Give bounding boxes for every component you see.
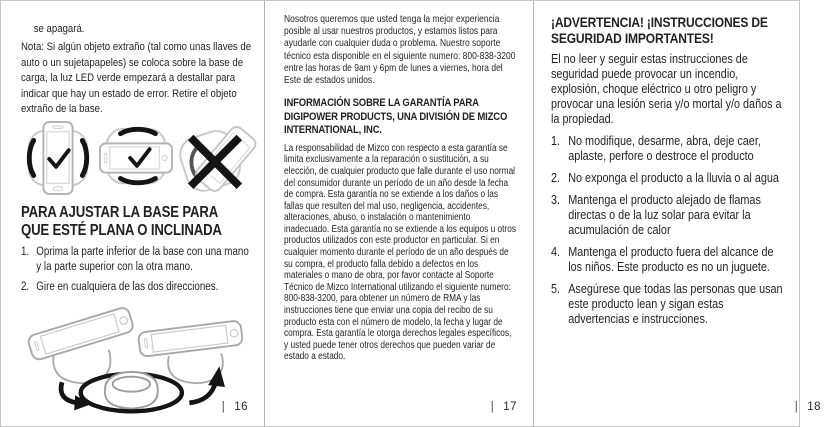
page-16 [1,1,265,426]
page-number-bar: | [490,401,495,413]
continuation-text: se apagará. [33,23,85,35]
page-18 [534,1,837,426]
page-number [491,401,517,413]
warning-intro: El no leer y seguir estas instrucciones de seguridad puede provocar un incendio, explosión, choque eléctrico u otro peligro y provocar una lesión seria y/o mortal y/o daños a la propiedad. [551,52,782,126]
page-number-value: 17 [503,401,517,413]
support-paragraph: Nosotros queremos que usted tenga la mejor experiencia posible al usar nuestros productos, y estamos listos para ayudarle con cualquier duda o problema. Nuestro soporte técnico esta disponible en el siguiente numero: 800-838-3200 entre las horas de 9am y 6pm de lunes a viernes, hora del Este de estados unidos. [284,14,516,87]
list-item: 1. Oprima la parte inferior de la base con una mano y la parte superior con la otra mano. [21,246,249,274]
safety-warnings-list [551,134,785,327]
warranty-heading: INFORMACIÓN SOBRE LA GARANTÍA PARA DIGIPOWER PRODUCTS, UNA DIVISIÓN DE MIZCO INTERNATIONAL, INC. [284,97,508,137]
page-number-bar: | [221,401,226,413]
page-number [795,401,821,413]
phone-portrait-on-charger-check-icon [21,119,95,202]
phone-landscape-on-charger-check-icon [95,121,177,200]
list-item: 1. No modifique, desarme, abra, deje caer, aplaste, perfore o destroce el producto [551,134,761,163]
warning-heading: ¡ADVERTENCIA! ¡INSTRUCCIONES DE SEGURIDAD IMPORTANTES! [551,14,768,46]
page-number-value: 16 [234,401,248,413]
warranty-body: La responsabilidad de Mizco con respecto a esta garantía se limita exclusivamente a la reparación o sustitución, a su elección, de cualquier producto que falle durante el uso normal del consumidor durante un período de un año desde la fecha de compra. Esta garantía no se extiende a los daños o las fallas que resulten del mal uso, negligencia, accidentes, alteraciones, abuso, o instalación o mantenimiento inadecuado. Esta garantía no se extiende a los equipos u otros productos utilizados con este productor en particular. Si en cualquier momento durante el período de un año después de su compra, el producto falla debido a defectos en los materiales o mano de obra, por favor contacte al Soporte Técnico de Mizco International utilizando el siguiente numero: 800-838-3200, para obtener un número de RMA y las instrucciones tiene que enviar una copia del recibo de su producto esta con el número de modelo, la fecha y lugar de compra. Esta garantía le otorga derechos legales específicos, y usted puede tener otros derechos que pueden variar de estado a estado. [284,142,516,363]
list-item: 4. Mantenga el producto fuera del alcance de los niños. Este producto es no un juguete. [551,245,774,274]
phone-tilted-on-charger-x-icon [177,118,253,203]
page-17 [265,1,534,426]
orientation-icons-row [21,120,251,200]
note-paragraph: Nota: Si algún objeto extraño (tal como unas llaves de auto o un sujetapapeles) se coloca sobre la base de carga, la luz LED verde empezará a destallar para indicar que hay un estado de error. Retire el objeto extraño de la base. [21,41,252,116]
section-heading: PARA AJUSTAR LA BASE PARA QUE ESTÉ PLANA O INCLINADA [21,204,222,239]
page-number-bar: | [794,401,799,413]
list-item: 2. Gire en cualquiera de las dos direcciones. [21,281,219,294]
page-number-value: 18 [807,401,821,413]
list-item: 2. No exponga el producto a la lluvia o al agua [551,171,779,185]
page-number [222,401,248,413]
rotate-base-two-phones-illustration [23,298,252,421]
list-item: 5. Asegúrese que todas las personas que usan este producto lean y sigan estas advertencias e instrucciones. [551,282,783,326]
list-item: 3. Mantenga el producto alejado de flamas directas o de la luz solar para evitar la acumulación de calor [551,193,761,237]
adjust-steps-list [21,245,252,295]
